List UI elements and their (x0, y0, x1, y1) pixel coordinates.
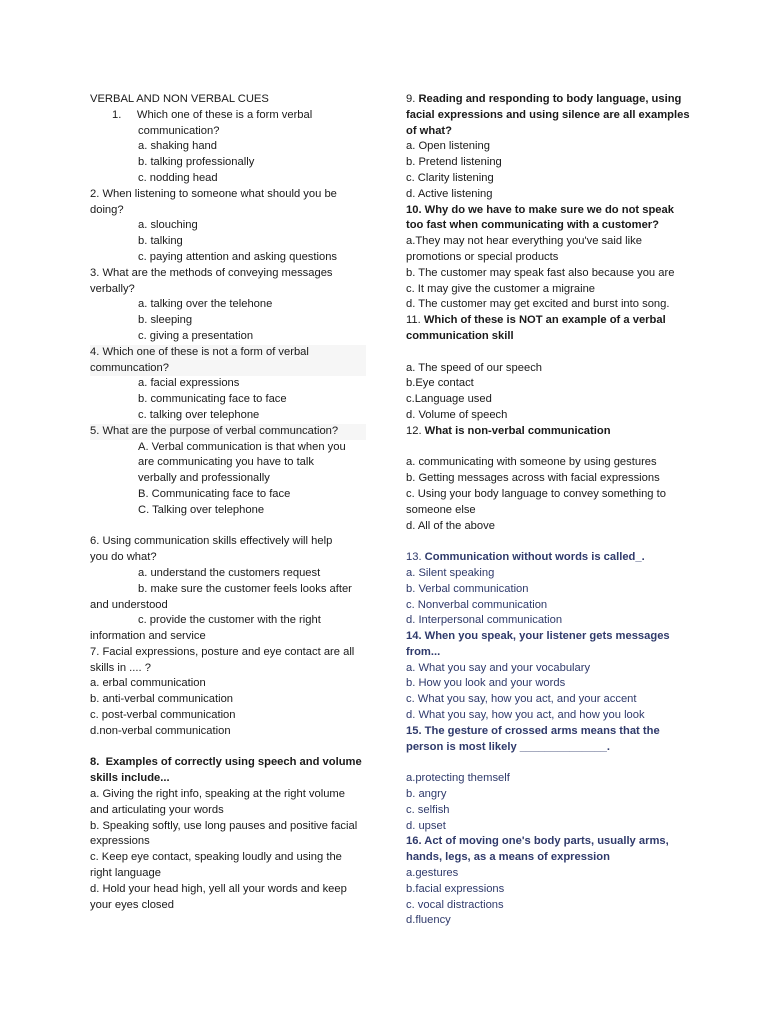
answer-option: b. angry (406, 788, 447, 801)
answer-option: a. shaking hand (138, 140, 217, 153)
answer-option-continued: are communicating you have to talk (138, 456, 314, 469)
question-4 (90, 345, 366, 424)
question-text: 7. Facial expressions, posture and eye contact are all (90, 645, 355, 658)
question-text: 5. What are the purpose of verbal communcation? (90, 424, 366, 440)
question-text: 14. When you speak, your listener gets messages (406, 630, 670, 643)
question-1 (90, 108, 366, 187)
answer-option: a.They may not hear everything you've said like (406, 235, 642, 248)
answer-option-continued: right language (90, 867, 161, 880)
question-text: you do what? (90, 551, 157, 564)
answer-option-continued: someone else (406, 503, 476, 516)
answer-option: a.protecting themself (406, 772, 510, 785)
answer-option: d. Active listening (406, 187, 493, 200)
question-text: 3. What are the methods of conveying messages (90, 266, 333, 279)
answer-option: c. nodding head (138, 171, 218, 184)
answer-option: a. slouching (138, 219, 198, 232)
answer-option: c. Clarity listening (406, 171, 494, 184)
answer-option: b. communicating face to face (138, 393, 287, 406)
answer-option-continued: expressions (90, 835, 150, 848)
answer-option: c. selfish (406, 803, 450, 816)
question-text: Examples of correctly using speech and volume (105, 756, 362, 769)
answer-option-continued: your eyes closed (90, 898, 174, 911)
question-5 (90, 424, 366, 519)
answer-option: d. Hold your head high, yell all your words and keep (90, 882, 347, 895)
answer-option-continued: information and service (90, 630, 206, 643)
question-text: Which one of these is a form verbal (136, 108, 313, 121)
question-text: skills in .... ? (90, 661, 151, 674)
answer-option-continued: verbally and professionally (138, 472, 270, 485)
question-2 (90, 187, 366, 266)
question-text: verbally? (90, 282, 135, 295)
question-text: too fast when communicating with a customer? (406, 219, 659, 232)
answer-option: c.Language used (406, 393, 492, 406)
spacer (406, 440, 684, 456)
answer-option: b. Verbal communication (406, 582, 529, 595)
answer-option: B. Communicating face to face (138, 487, 291, 500)
question-16 (406, 834, 684, 929)
answer-option: d. upset (406, 819, 446, 832)
question-text: 10. Why do we have to make sure we do not speak (406, 203, 674, 216)
question-text: 16. Act of moving one's body parts, usually arms, (406, 835, 669, 848)
question-text: 6. Using communication skills effectively will help (90, 535, 333, 548)
question-text: Which of these is NOT an example of a verbal (423, 314, 666, 327)
question-number: 11. (406, 314, 421, 327)
answer-option-continued: and understood (90, 598, 168, 611)
question-11 (406, 313, 684, 424)
question-text: hands, legs, as a means of expression (406, 851, 610, 864)
spacer (406, 345, 684, 361)
answer-option: a. facial expressions (138, 377, 240, 390)
answer-option: c. talking over telephone (138, 408, 260, 421)
question-text: 2. When listening to someone what should you be (90, 187, 337, 200)
answer-option: b. Speaking softly, use long pauses and positive facial (90, 819, 358, 832)
question-text: skills include... (90, 772, 170, 785)
question-9 (406, 92, 690, 203)
answer-option: c. giving a presentation (138, 329, 254, 342)
answer-option: d. Interpersonal communication (406, 614, 563, 627)
question-text: Communication without words is called_. (424, 551, 645, 564)
question-text: communcation? (90, 361, 366, 377)
question-3 (90, 266, 366, 345)
question-8 (90, 755, 366, 913)
question-12 (406, 424, 684, 535)
question-15 (406, 724, 684, 835)
answer-option: d. All of the above (406, 519, 495, 532)
question-text: facial expressions and using silence are all examples (406, 108, 690, 121)
answer-option: c. provide the customer with the right (138, 614, 321, 627)
answer-option: c. vocal distractions (406, 898, 504, 911)
question-number: 13. (406, 551, 422, 564)
answer-option: A. Verbal communication is that when you (138, 440, 346, 453)
question-number: 12. (406, 424, 422, 437)
question-6 (90, 534, 366, 645)
answer-option: d. What you say, how you act, and how you look (406, 709, 645, 722)
answer-option: b.facial expressions (406, 882, 505, 895)
answer-option: b. talking (138, 235, 183, 248)
answer-option: a. talking over the telehone (138, 298, 273, 311)
answer-option: b. Pretend listening (406, 156, 502, 169)
answer-option: a. What you say and your vocabulary (406, 661, 591, 674)
worksheet-title: VERBAL AND NON VERBAL CUES (90, 93, 269, 105)
answer-option: a. Silent speaking (406, 566, 495, 579)
answer-option: b. Getting messages across with facial expressions (406, 472, 660, 485)
answer-option: d. The customer may get excited and burst into song. (406, 298, 670, 311)
answer-option: C. Talking over telephone (138, 503, 265, 516)
question-text: What is non-verbal communication (424, 424, 611, 437)
answer-option: b. How you look and your words (406, 677, 566, 690)
answer-option: d. Volume of speech (406, 408, 508, 421)
spacer (90, 740, 366, 756)
spacer (406, 534, 684, 550)
question-7 (90, 645, 366, 740)
answer-option-continued: and articulating your words (90, 803, 224, 816)
answer-option: b. make sure the customer feels looks after (138, 582, 352, 595)
answer-option: b. talking professionally (138, 156, 255, 169)
answer-option: b. sleeping (138, 314, 193, 327)
answer-option: c. Keep eye contact, speaking loudly and using the (90, 851, 342, 864)
answer-option: b. The customer may speak fast also because you are (406, 266, 675, 279)
answer-option: d.non-verbal communication (90, 724, 231, 737)
left-column (90, 92, 366, 913)
answer-option: a.gestures (406, 867, 459, 880)
answer-option: a. Giving the right info, speaking at the right volume (90, 788, 345, 801)
answer-option: c. Nonverbal communication (406, 598, 548, 611)
answer-option: a. understand the customers request (138, 566, 321, 579)
question-10 (406, 203, 684, 314)
answer-option: a. The speed of our speech (406, 361, 543, 374)
question-number: 9. (406, 93, 416, 105)
question-14 (406, 629, 684, 724)
answer-option: d.fluency (406, 914, 451, 927)
answer-option: c. Using your body language to convey something to (406, 487, 666, 500)
answer-option: a. communicating with someone by using gestures (406, 456, 657, 469)
question-text: Reading and responding to body language, using (418, 93, 682, 105)
answer-option: a. Open listening (406, 140, 490, 153)
question-text: 15. The gesture of crossed arms means that the (406, 724, 660, 737)
question-text: from... (406, 645, 441, 658)
question-text: communication? (138, 124, 220, 137)
question-number: 8. (90, 756, 100, 769)
question-text: person is most likely ______________. (406, 740, 610, 753)
answer-option: b. anti-verbal communication (90, 693, 234, 706)
question-text: communication skill (406, 329, 514, 342)
answer-option: c. paying attention and asking questions (138, 250, 338, 263)
question-text: of what? (406, 124, 452, 137)
answer-option: a. erbal communication (90, 677, 206, 690)
right-column (406, 92, 690, 929)
spacer (90, 519, 366, 535)
answer-option: c. What you say, how you act, and your accent (406, 693, 637, 706)
answer-option: c. post-verbal communication (90, 709, 236, 722)
answer-option: c. It may give the customer a migraine (406, 282, 596, 295)
question-13 (406, 550, 684, 629)
answer-option: b.Eye contact (406, 377, 474, 390)
question-text: doing? (90, 203, 124, 216)
question-number: 1. (112, 108, 122, 121)
answer-option-continued: promotions or special products (406, 250, 559, 263)
question-text: 4. Which one of these is not a form of verbal (90, 345, 366, 361)
spacer (406, 755, 684, 771)
